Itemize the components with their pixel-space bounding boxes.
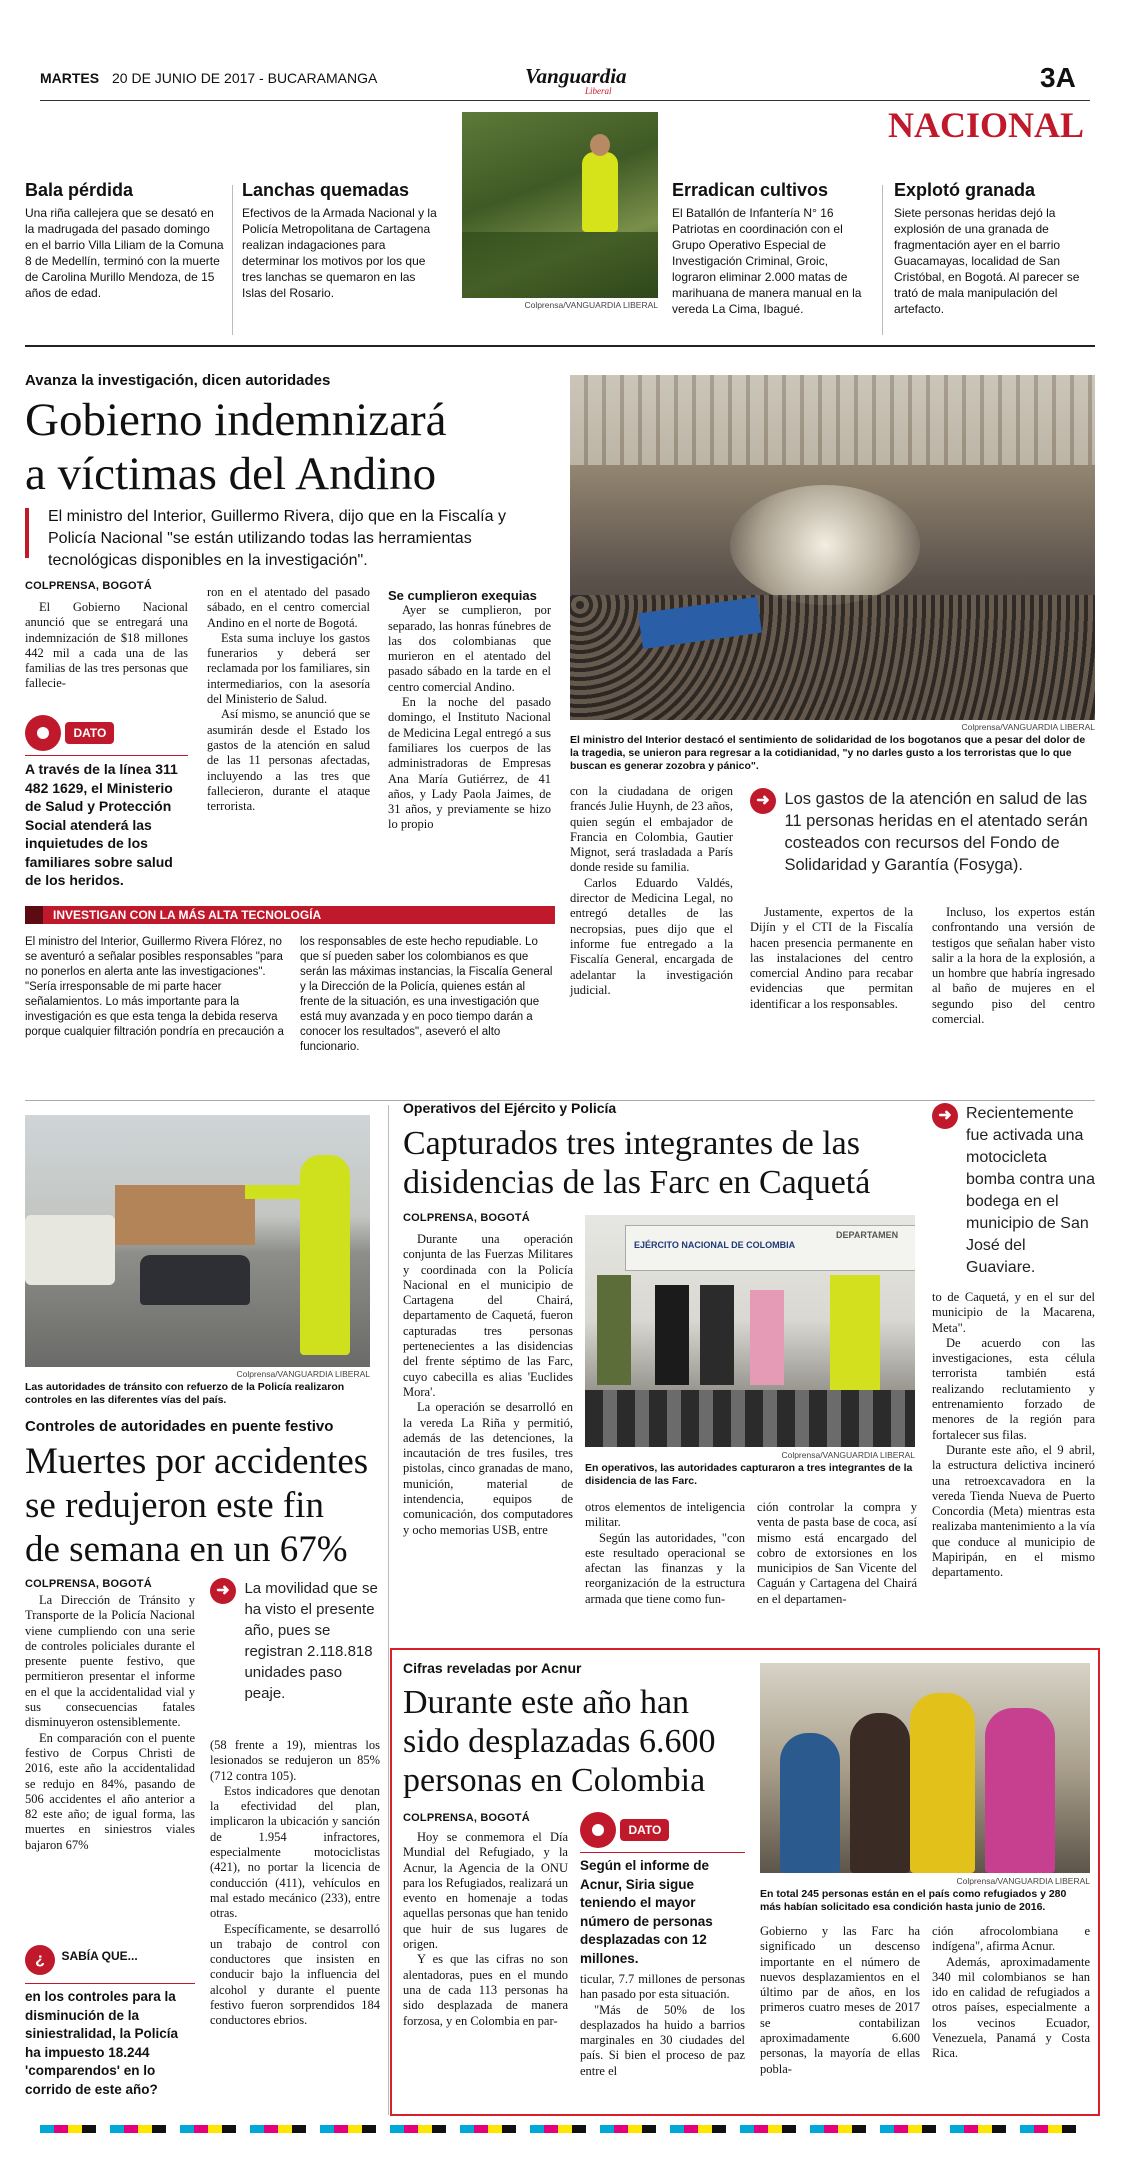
transit-photo-credit: Colprensa/VANGUARDIA LIBERAL bbox=[236, 1369, 370, 1379]
dato-text: Según el informe de Acnur, Siria sigue teniendo el mayor número de personas desplazadas con 12 millones. bbox=[580, 1852, 745, 1968]
acnur-col4 bbox=[932, 1924, 1090, 2062]
paragraph: con la ciudadana de origen francés Julie Huynh, de 23 años, quien según el embajador de Francia en Colombia, Gautier Mignot, será trasladada a París donde reside su familia. bbox=[570, 784, 733, 875]
question-icon: ¿ bbox=[25, 1945, 55, 1975]
buildings bbox=[115, 1185, 255, 1245]
paragraph: Carlos Eduardo Valdés, director de Medicina Legal, no entregó detalles de las necropsias, pues dijo que el informe fue entregado a la Fiscalía General, encargada de adelantar la investigación judicial. bbox=[570, 875, 733, 997]
andino-col3 bbox=[388, 588, 551, 833]
paragraph: Y es que las cifras no son alentadoras, pues en el mundo una de cada 113 personas ha sido desplazada de manera forzosa, y en Colombia en par- bbox=[403, 1952, 568, 2028]
andino-mall-photo bbox=[570, 375, 1095, 720]
andino-bar-col1 bbox=[25, 935, 285, 1040]
paragraph: "Más de 50% de los desplazados ha huido a barrios marginales en 30 ciudades del país. Si bien el proceso de paz entre el bbox=[580, 2002, 745, 2078]
child bbox=[985, 1708, 1055, 1873]
paragraph: La Dirección de Tránsito y Transporte de la Policía Nacional viene cumpliendo con una serie de controles policiales durante el presente puente festivo, que permitieron presentar el informe en el que la accidentalidad vial y sus consecuencias fatales disminuyeron ostensiblemente. bbox=[25, 1593, 195, 1730]
acnur-dato-box bbox=[580, 1812, 745, 1968]
paragraph: Además, aproximadamente 340 mil colombianos se han ido en calidad de refugiados a otros países, especialmente a los vecinos Ecuador, Venezuela, Panamá y Costa Rica. bbox=[932, 1954, 1090, 2061]
brief-title: Bala pérdida bbox=[25, 180, 134, 200]
child bbox=[850, 1713, 910, 1873]
acnur-byline: COLPRENSA, BOGOTÁ bbox=[403, 1812, 530, 1824]
paragraph: Según las autoridades, "con este resultado operacional se afectan las finanzas y la reorganización de la estructura armada que tiene como fun- bbox=[585, 1530, 745, 1606]
evidence-table bbox=[585, 1390, 915, 1447]
acnur-photo-credit: Colprensa/VANGUARDIA LIBERAL bbox=[956, 1876, 1090, 1886]
andino-col4 bbox=[570, 784, 733, 998]
paragraph: El Gobierno Nacional anunció que se entregará una indemnización de $18 millones 442 mil a cada una de las familias de las tres personas que fallecie- bbox=[25, 600, 188, 691]
brief-body: Una riña callejera que se desató en la madrugada del pasado domingo en el barrio Villa Liliam de la Comuna 8 de Medellín, terminó con la muerte de Carolina Murillo Mendoza, de 15 años de edad. bbox=[25, 206, 224, 300]
header-date: 20 DE JUNIO DE 2017 - BUCARAMANGA bbox=[112, 70, 378, 86]
header-day: MARTES bbox=[40, 70, 100, 86]
print-color-bar bbox=[40, 2125, 1090, 2133]
paragraph: Justamente, expertos de la Dijín y el CTI de la Fiscalía hacen presencia permanente en las instalaciones del centro comercial Andino para recabar evidencias que permitan identificar a los responsables. bbox=[750, 905, 913, 1011]
paragraph: En la noche del pasado domingo, el Instituto Nacional de Medicina Legal entregó a sus familiares los cuerpos de las administradoras de Empresas Ana María Gutiérrez, de 41 años, y Lady Paola Jaimes, de 31 años, y previamente se hizo lo propio bbox=[388, 695, 551, 832]
paragraph: "Sería irresponsable de mi parte hacer señalamientos. Lo más importante para la investigación es que esta tenga la debida reserva porque cualquier filtración pondría en precaución a bbox=[25, 981, 284, 1038]
paragraph: los responsables de este hecho repudiable. Lo que sí pueden saber los colombianos es que serán las máximas instancias, la Fiscalía General y la Dirección de la Policía, quienes están al frente de la situación, es una investigación que está muy avanzada y en poco tiempo darán a conocer los resultados", aseveró el alto funcionario. bbox=[300, 936, 553, 1053]
divider bbox=[882, 185, 883, 335]
paragraph: (58 frente a 19), mientras los lesionados se redujeron un 85% (712 contra 105). bbox=[210, 1738, 380, 1783]
transit-pull bbox=[210, 1578, 380, 1704]
paragraph: Durante este año, el 9 abril, la estructura delictiva incineró una retroexcavadora en la vereda Tienda Nueva de Puerto Concordia (Meta) mientras esta realizaba mantenimiento a la vía que conduce al municipio de Mapiripán, en el mismo departamento. bbox=[932, 1442, 1095, 1580]
officer-arm bbox=[245, 1185, 315, 1199]
paragraph: El ministro del Interior, Guillermo Rivera Flórez, no se aventuró a señalar posibles responsables "para no ponerlos en alerta ante las investigaciones". bbox=[25, 936, 283, 978]
farc-headline bbox=[403, 1124, 870, 1202]
acnur-caption: En total 245 personas están en el país como refugiados y 280 más habían solicitado esa condición hasta junio de 2016. bbox=[760, 1888, 1067, 1913]
transit-col2 bbox=[210, 1738, 380, 2029]
brief-title: Lanchas quemadas bbox=[242, 180, 410, 200]
paragraph: Específicamente, se desarrolló un trabajo de control con conductores que insisten en conducir bajo la influencia del alcohol y durante el puente festivo fueron sorprendidos 184 conductores ebrios. bbox=[210, 1921, 380, 2028]
farc-byline: COLPRENSA, BOGOTÁ bbox=[403, 1212, 530, 1224]
paragraph: Gobierno y las Farc ha significado un descenso importante en el número de nuevos desplazamientos en el último par de años, en los primeros cuatro meses de 2017 se contabilizan aproximadamente 6.600 personas, la mayoría de ellas pobla- bbox=[760, 1924, 920, 2076]
sabia-text: en los controles para la disminución de la siniestralidad, la Policía ha impuesto 18.244 'comparendos' en lo corrido de este año? bbox=[25, 1983, 195, 2099]
andino-subhead: Se cumplieron exequias bbox=[388, 588, 537, 603]
header-logo: Vanguardia bbox=[525, 64, 627, 88]
headline-line: disidencias de las Farc en Caquetá bbox=[403, 1164, 871, 1201]
brief-body: Efectivos de la Armada Nacional y la Policía Metropolitana de Cartagena realizan indagaciones para determinar los motivos por los que tres lanchas se quemaron en las Islas del Rosario. bbox=[242, 206, 437, 300]
andino-kicker: Avanza la investigación, dicen autoridades bbox=[25, 372, 331, 389]
headline-line: Muertes por accidentes bbox=[25, 1441, 369, 1482]
acnur-col3 bbox=[760, 1924, 920, 2077]
transit-headline bbox=[25, 1440, 368, 1572]
brief-body: Siete personas heridas dejó la explosión de una granada de fragmentación ayer en el barrio Guacamayas, localidad de San Cristóbal, en Bogotá. Al parecer se trató de mala manipulación del artefacto. bbox=[894, 206, 1080, 316]
transit-kicker: Controles de autoridades en puente festivo bbox=[25, 1418, 334, 1435]
banner-text-2: DEPARTAMEN bbox=[836, 1230, 899, 1240]
acnur-kicker: Cifras reveladas por Acnur bbox=[403, 1660, 582, 1676]
paragraph: La operación se desarrolló en la vereda La Riña y permitió, además de las detenciones, la incautación de tres fusiles, tres pistolas, cinco granadas de mano, munición, material de intendencia, equipos de comunicación, dos computadores y ocho memorias USB, entre bbox=[403, 1400, 573, 1537]
brief-photo-credit: Colprensa/VANGUARDIA LIBERAL bbox=[524, 300, 658, 310]
arrow-right-icon: ➜ bbox=[932, 1103, 958, 1129]
brief-1 bbox=[25, 180, 225, 301]
detainee bbox=[700, 1285, 734, 1385]
farc-kicker: Operativos del Ejército y Policía bbox=[403, 1100, 617, 1116]
header-rule bbox=[40, 100, 1090, 101]
andino-col2 bbox=[207, 585, 370, 814]
dato-text: A través de la línea 311 482 1629, el Ministerio de Salud y Protección Social atenderá las inquietudes de los familiares sobre salud de los heridos. bbox=[25, 755, 188, 890]
banner-text: EJÉRCITO NACIONAL DE COLOMBIA bbox=[634, 1240, 796, 1250]
pull-quote: Los gastos de la atención en salud de las 11 personas heridas en el atentado serán costeados con recursos del Fondo de Solidaridad y Garantía (Fosyga). bbox=[784, 790, 1088, 874]
andino-col5 bbox=[750, 905, 913, 1012]
brief-2 bbox=[242, 180, 442, 301]
andino-bar-col2 bbox=[300, 935, 555, 1055]
dato-label: DATO bbox=[620, 1819, 669, 1841]
dato-gear-icon bbox=[25, 715, 61, 751]
farc-photo-credit: Colprensa/VANGUARDIA LIBERAL bbox=[781, 1450, 915, 1460]
andino-bar bbox=[25, 906, 555, 924]
sabia-label: SABÍA QUE... bbox=[59, 1945, 139, 1967]
officer bbox=[830, 1275, 880, 1390]
cultivos-photo bbox=[462, 112, 658, 298]
dato-label: DATO bbox=[65, 722, 114, 744]
andino-photo-credit: Colprensa/VANGUARDIA LIBERAL bbox=[961, 722, 1095, 732]
paragraph: Esta suma incluye los gastos funerarios y deberá ser reclamada por los familiares, sin intermediarios, con la asesoría del Ministerio de Salud. bbox=[207, 630, 370, 707]
divider bbox=[388, 1105, 389, 2115]
farc-pull bbox=[932, 1103, 1097, 1279]
acnur-children-photo bbox=[760, 1663, 1090, 1873]
headline-line: a víctimas del Andino bbox=[25, 448, 437, 500]
andino-byline: COLPRENSA, BOGOTÁ bbox=[25, 580, 152, 592]
bar-block bbox=[25, 906, 43, 924]
paragraph: Incluso, los expertos están confrontando una versión de testigos que señalan haber visto salir a la hora de la explosión, a un hombre que habría ingresado al baño de mujeres en el segundo piso del centro comercial. bbox=[932, 905, 1095, 1027]
farc-caption: En operativos, las autoridades capturaron a tres integrantes de la disidencia de las Farc. bbox=[585, 1462, 913, 1487]
bus bbox=[25, 1215, 115, 1285]
transit-caption: Las autoridades de tránsito con refuerzo de la Policía realizaron controles en las diferentes vías del país. bbox=[25, 1381, 345, 1406]
andino-dato-box bbox=[25, 715, 188, 890]
andino-pull bbox=[750, 788, 1095, 876]
plants bbox=[462, 232, 658, 298]
headline-line: de semana en un 67% bbox=[25, 1529, 348, 1570]
headline-line: Capturados tres integrantes de las bbox=[403, 1125, 860, 1162]
brief-body: El Batallón de Infantería N° 16 Patriotas en coordinación con el Grupo Operativo Especial de Investigación Criminal, Groic, lograron eliminar 2.000 matas de marihuana de manera manual en la vereda La Cima, Ibagué. bbox=[672, 206, 862, 316]
andino-headline bbox=[25, 393, 447, 501]
bar-label: INVESTIGAN CON LA MÁS ALTA TECNOLOGÍA bbox=[53, 908, 322, 922]
brief-title: Explotó granada bbox=[894, 180, 1036, 200]
brief-3 bbox=[672, 180, 872, 317]
andino-col1 bbox=[25, 600, 188, 692]
brief-title: Erradican cultivos bbox=[672, 180, 829, 200]
paragraph: Ayer se cumplieron, por separado, las honras fúnebres de las dos colombianas que murieron en el atentado del pasado sábado en la tarde en el centro comercial Andino. bbox=[388, 603, 551, 694]
paragraph: ción controlar la compra y venta de pasta base de coca, así mismo está encargado del cobro de extorsiones en los municipios de San Vicente del Caguán y Cartagena del Chairá en el departamen- bbox=[757, 1500, 917, 1606]
andino-deck: El ministro del Interior, Guillermo Rivera, dijo que en la Fiscalía y Policía Nacional "se están utilizando todas las herramientas tecnológicas disponibles en la investigación". bbox=[48, 508, 506, 569]
paragraph: otros elementos de inteligencia militar. bbox=[585, 1500, 745, 1530]
divider bbox=[232, 185, 233, 335]
arrow-right-icon: ➜ bbox=[210, 1578, 236, 1604]
soldier bbox=[597, 1275, 631, 1385]
mall-balcony bbox=[570, 375, 1095, 465]
detainee bbox=[655, 1285, 689, 1385]
child bbox=[910, 1693, 975, 1873]
headline-line: Durante este año han bbox=[403, 1684, 690, 1721]
transit-byline: COLPRENSA, BOGOTÁ bbox=[25, 1578, 152, 1590]
headline-line: sido desplazadas 6.600 bbox=[403, 1723, 716, 1760]
figure-soldier bbox=[582, 152, 618, 232]
farc-col4 bbox=[932, 1290, 1095, 1581]
farc-col1 bbox=[403, 1232, 573, 1538]
section-rule bbox=[25, 345, 1095, 347]
banner bbox=[625, 1225, 915, 1271]
headline-line: personas en Colombia bbox=[403, 1762, 706, 1799]
paragraph: De acuerdo con las investigaciones, esta célula terrorista también está realizando reclutamiento y entrenamiento forzado de menores de la región para fortalecer sus filas. bbox=[932, 1335, 1095, 1442]
farc-col3 bbox=[757, 1500, 917, 1607]
transit-photo bbox=[25, 1115, 370, 1367]
acnur-col2 bbox=[580, 1972, 745, 2079]
farc-col2 bbox=[585, 1500, 745, 1607]
car bbox=[140, 1255, 250, 1305]
andino-deck-bar bbox=[25, 508, 29, 558]
paragraph: ticular, 7.7 millones de personas han pasado por esta situación. bbox=[580, 1972, 745, 2002]
paragraph: ción afrocolombiana e indígena", afirma Acnur. bbox=[932, 1924, 1090, 1954]
paragraph: En comparación con el puente festivo de Corpus Christi de 2016, este año la accidentalidad se redujo en 84%, pasando de 506 accidentes el año anterior a 82 este año; de igual forma, las muertes en siniestros viales bajaron 67% bbox=[25, 1730, 195, 1852]
transit-sabia-box bbox=[25, 1945, 195, 2099]
dato-gear-icon bbox=[580, 1812, 616, 1848]
child bbox=[780, 1733, 840, 1873]
pull-quote: La movilidad que se ha visto el presente año, pues se registran 2.118.818 unidades paso peaje. bbox=[244, 1580, 378, 1702]
paragraph: ron en el atentado del pasado sábado, en el centro comercial Andino en el norte de Bogotá. bbox=[207, 585, 370, 630]
page-header bbox=[40, 62, 1090, 98]
farc-photo bbox=[585, 1215, 915, 1447]
headline-line: Gobierno indemnizará bbox=[25, 394, 447, 446]
paragraph: Estos indicadores que denotan la efectividad del plan, implicaron la ubicación y sanción de 1.954 infractores, especialmente motociclistas (421), no portar la licencia de conducción (411), vehículos en mal estado mecánico (233), entre otras. bbox=[210, 1783, 380, 1921]
andino-col6 bbox=[932, 905, 1095, 1027]
header-logo-sub: Liberal bbox=[585, 86, 612, 96]
figure-head bbox=[590, 134, 610, 156]
acnur-col1 bbox=[403, 1830, 568, 2029]
pull-quote: Recientemente fue activada una motocicleta bomba contra una bodega en el municipio de San José del Guaviare. bbox=[966, 1105, 1095, 1276]
acnur-headline bbox=[403, 1683, 716, 1800]
transit-col1 bbox=[25, 1593, 195, 1853]
headline-line: se redujeron este fin bbox=[25, 1485, 324, 1526]
paragraph: Hoy se conmemora el Día Mundial del Refugiado, y la Acnur, la Agencia de la ONU para los Refugiados, realizará un evento en homenaje a todas aquellas personas que han tenido que huir de sus lugares de origen. bbox=[403, 1830, 568, 1952]
arrow-right-icon: ➜ bbox=[750, 788, 776, 814]
detainee bbox=[750, 1290, 784, 1385]
andino-caption: El ministro del Interior destacó el sentimiento de solidaridad de los bogotanos que a pesar del dolor de la tragedia, se unieron para regresar a la cotidianidad, "y no darles gusto a los terroristas que lo que buscan es generar zozobra y pánico". bbox=[570, 734, 1086, 772]
section-title: NACIONAL bbox=[888, 105, 1085, 145]
mall-fountain bbox=[730, 485, 920, 605]
paragraph: Así mismo, se anunció que se asumirán desde el Estado los gastos de la atención en salud de las 11 personas afectadas, incluyendo a las tres que fallecieron, durante el ataque terrorista. bbox=[207, 707, 370, 814]
paragraph: Durante una operación conjunta de las Fuerzas Militares y coordinada con la Policía Nacional en el municipio de Cartagena del Chairá, departamento de Caquetá, fueron capturadas tres personas pertenecientes a las disidencias del frente séptimo de las Farc, cuyo cabecilla es alias 'Euclides Mora'. bbox=[403, 1232, 573, 1399]
brief-4 bbox=[894, 180, 1094, 317]
page-number: 3A bbox=[1040, 62, 1076, 93]
paragraph: to de Caquetá, y en el sur del municipio de la Macarena, Meta". bbox=[932, 1290, 1095, 1335]
